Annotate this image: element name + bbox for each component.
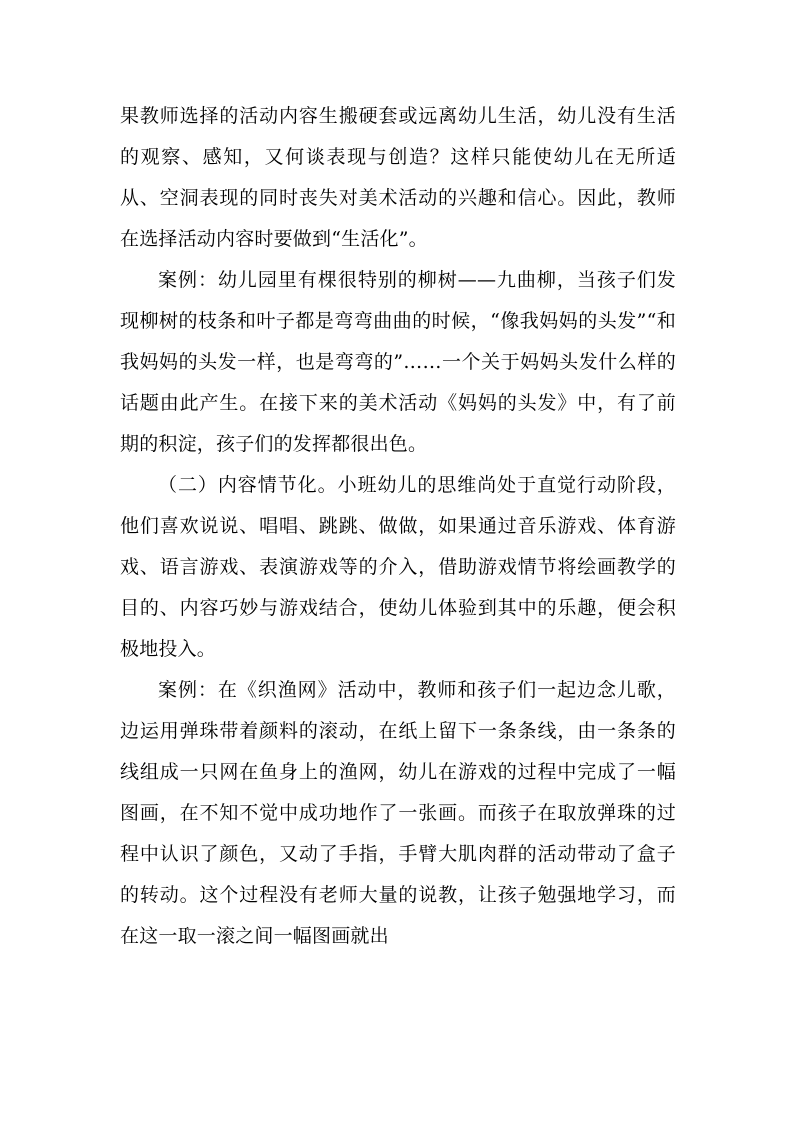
paragraph-3: （二）内容情节化。小班幼儿的思维尚处于直觉行动阶段，他们喜欢说说、唱唱、跳跳、做做，如果通过音乐游戏、体育游戏、语言游戏、表演游戏等的介入，借助游戏情节将绘画教学的目的、内容巧妙与游戏结合，使幼儿体验到其中的乐趣，便会积极地投入。 xyxy=(120,474,676,660)
document-body xyxy=(120,96,676,957)
paragraph-2: 案例：幼儿园里有棵很特别的柳树——九曲柳，当孩子们发现柳树的枝条和叶子都是弯弯曲曲的时候，“像我妈妈的头发”“和我妈妈的头发一样，也是弯弯的”……一个关于妈妈头发什么样的话题由此产生。在接下来的美术活动《妈妈的头发》中，有了前期的积淀，孩子们的发挥都很出色。 xyxy=(120,269,676,455)
paragraph-1: 果教师选择的活动内容生搬硬套或远离幼儿生活，幼儿没有生活的观察、感知，又何谈表现与创造？这样只能使幼儿在无所适从、空洞表现的同时丧失对美术活动的兴趣和信心。因此，教师在选择活动内容时要做到“生活化”。 xyxy=(120,105,676,250)
paragraph-4: 案例：在《织渔网》活动中，教师和孩子们一起边念儿歌，边运用弹珠带着颜料的滚动，在纸上留下一条条线，由一条条的线组成一只网在鱼身上的渔网，幼儿在游戏的过程中完成了一幅图画，在不知不觉中成功地作了一张画。而孩子在取放弹珠的过程中认识了颜色，又动了手指，手臂大肌肉群的活动带动了盒子的转动。这个过程没有老师大量的说教，让孩子勉强地学习，而在这一取一滚之间一幅图画就出 xyxy=(120,679,676,947)
